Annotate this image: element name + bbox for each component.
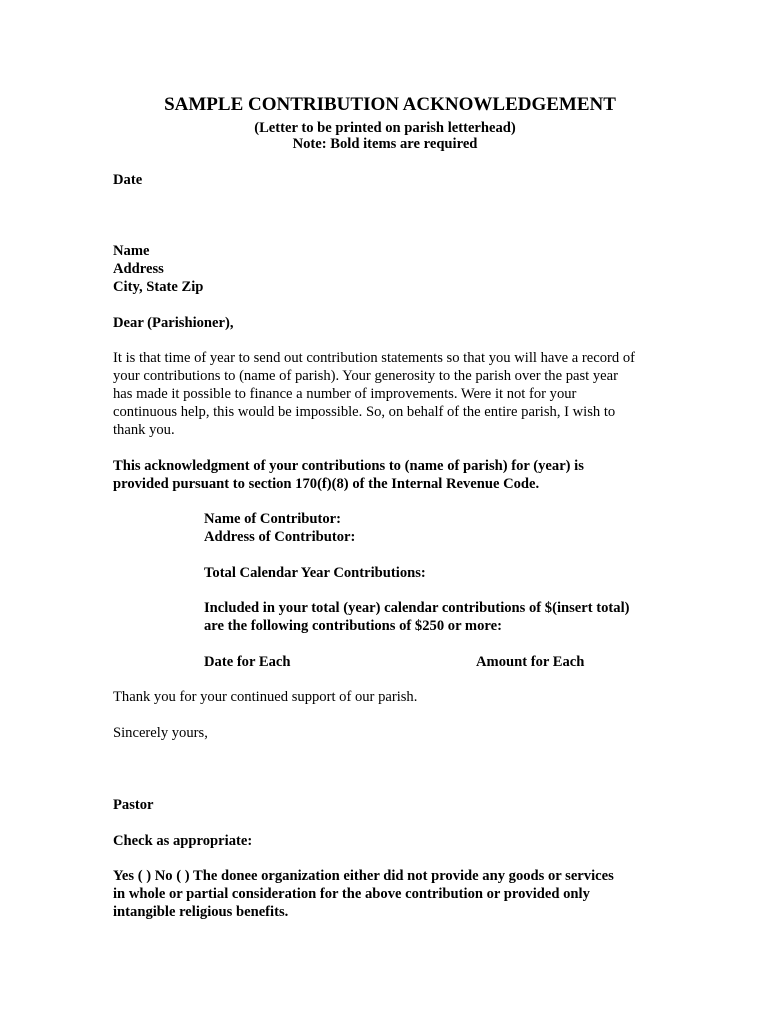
donee-line: intangible religious benefits. bbox=[113, 904, 289, 920]
date-for-each-label: Date for Each bbox=[204, 654, 291, 670]
contributor-block bbox=[204, 510, 355, 546]
document-title: SAMPLE CONTRIBUTION ACKNOWLEDGEMENT bbox=[164, 94, 616, 115]
included-contributions-block bbox=[204, 599, 630, 635]
recipient-address: Address bbox=[113, 261, 164, 277]
body-paragraph bbox=[113, 349, 635, 439]
signature-pastor: Pastor bbox=[113, 797, 154, 813]
contributor-address-label: Address of Contributor: bbox=[204, 529, 356, 545]
date-label: Date bbox=[113, 172, 143, 188]
amount-for-each-label: Amount for Each bbox=[476, 654, 585, 670]
recipient-city-state-zip: City, State Zip bbox=[113, 279, 204, 295]
included-line: are the following contributions of $250 or more: bbox=[204, 618, 502, 634]
acknowledgment-paragraph bbox=[113, 457, 584, 493]
total-contributions-label: Total Calendar Year Contributions: bbox=[204, 565, 426, 581]
recipient-address-block bbox=[113, 242, 203, 296]
body-line: continuous help, this would be impossible. So, on behalf of the entire parish, I wish to bbox=[113, 404, 616, 420]
recipient-name: Name bbox=[113, 243, 150, 259]
body-line: It is that time of year to send out contribution statements so that you will have a record of bbox=[113, 350, 636, 366]
thank-you-line: Thank you for your continued support of our parish. bbox=[113, 689, 418, 705]
salutation: Dear (Parishioner), bbox=[113, 315, 234, 331]
donee-statement bbox=[113, 867, 614, 921]
required-note: Note: Bold items are required bbox=[292, 136, 478, 152]
check-appropriate-label: Check as appropriate: bbox=[113, 833, 253, 849]
body-line: thank you. bbox=[113, 422, 175, 438]
included-line: Included in your total (year) calendar contributions of $(insert total) bbox=[204, 600, 630, 616]
donee-line: in whole or partial consideration for the above contribution or provided only bbox=[113, 886, 590, 902]
letterhead-note: (Letter to be printed on parish letterhead) bbox=[254, 120, 516, 136]
acknowledgment-line: provided pursuant to section 170(f)(8) of the Internal Revenue Code. bbox=[113, 476, 540, 492]
body-line: your contributions to (name of parish). Your generosity to the parish over the past year bbox=[113, 368, 618, 384]
contributor-name-label: Name of Contributor: bbox=[204, 511, 341, 527]
body-line: has made it possible to finance a number of improvements. Were it not for your bbox=[113, 386, 577, 402]
closing: Sincerely yours, bbox=[113, 725, 208, 741]
acknowledgment-line: This acknowledgment of your contributions to (name of parish) for (year) is bbox=[113, 458, 584, 474]
donee-line: Yes ( ) No ( ) The donee organization either did not provide any goods or services bbox=[113, 868, 614, 884]
